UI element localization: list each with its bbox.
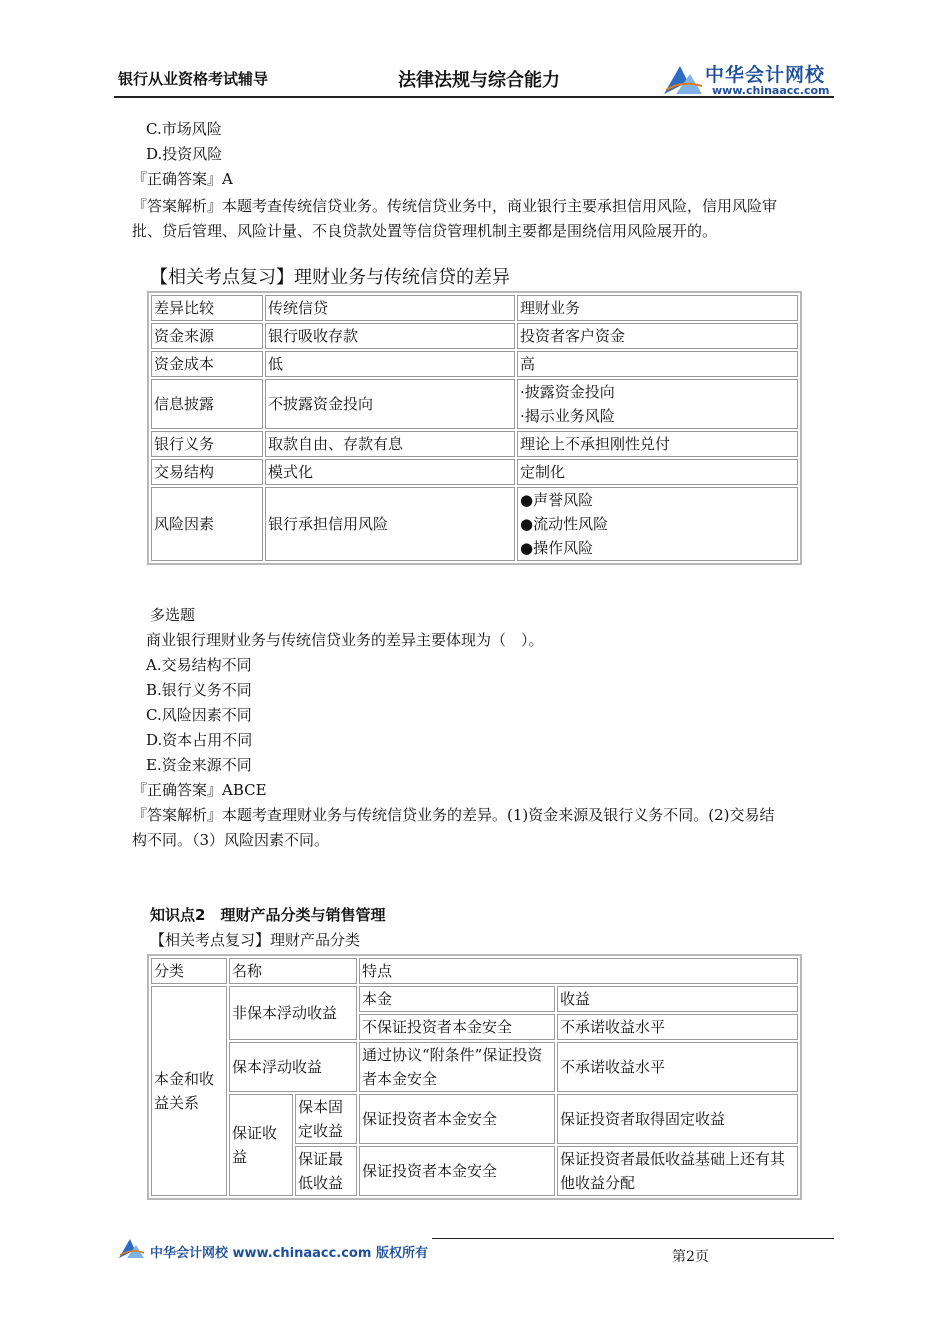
table-row	[151, 351, 798, 377]
footer-divider	[432, 1238, 834, 1239]
table-cell	[517, 487, 798, 561]
kp2-heading: 知识点2 理财产品分类与销售管理	[150, 906, 386, 924]
table-cell: 银行吸收存款	[265, 323, 515, 349]
table-cell: 通过协议“附条件”保证投资者本金安全	[359, 1042, 555, 1092]
review1-title: 【相关考点复习】理财业务与传统信贷的差异	[150, 267, 510, 288]
table-cell: 银行义务	[151, 431, 263, 457]
table-header-cell: 分类	[151, 958, 227, 984]
table-cell: 模式化	[265, 459, 515, 485]
table-cell: 资金来源	[151, 323, 263, 349]
table-cell: 保证最低收益	[295, 1146, 357, 1196]
table-cell: 传统信贷	[265, 295, 515, 321]
table-cell: 保证投资者本金安全	[359, 1094, 555, 1144]
kp2-review-title: 【相关考点复习】理财产品分类	[150, 931, 361, 949]
bullet-item: ●操作风险	[520, 539, 594, 557]
q2-option: A.交易结构不同	[146, 656, 252, 674]
table-header-cell: 本金	[359, 986, 555, 1012]
q1-analysis-line1: 『答案解析』本题考查传统信贷业务。传统信贷业务中，商业银行主要承担信用风险，信用风险审	[132, 197, 778, 215]
review1-table	[147, 291, 802, 565]
table-row	[151, 986, 798, 1012]
logo-url: www.chinaacc.com	[712, 84, 830, 97]
q1-option-c: C.市场风险	[146, 120, 222, 138]
table-cell: 不保证投资者本金安全	[359, 1014, 555, 1040]
table-cell: 交易结构	[151, 459, 263, 485]
header-divider	[114, 96, 834, 98]
logo-icon	[662, 60, 704, 96]
table-cell: 本金和收益关系	[151, 986, 227, 1196]
q1-answer: 『正确答案』A	[132, 170, 233, 188]
table-cell: 保证投资者本金安全	[359, 1146, 555, 1196]
table-cell: 信息披露	[151, 379, 263, 429]
table-cell: 投资者客户资金	[517, 323, 798, 349]
bullet-item: ·披露资金投向	[520, 383, 615, 401]
q2-type: 多选题	[150, 606, 196, 624]
table-cell: 保证投资者取得固定收益	[557, 1094, 798, 1144]
q2-analysis-line2: 构不同。（3）风险因素不同。	[132, 831, 330, 849]
table-cell: 理财业务	[517, 295, 798, 321]
q2-option: C.风险因素不同	[146, 706, 252, 724]
table-cell	[517, 379, 798, 429]
page-number: 第2页	[672, 1249, 709, 1265]
footer-logo-icon	[118, 1236, 146, 1260]
table-header-cell: 收益	[557, 986, 798, 1012]
header-left-title: 银行从业资格考试辅导	[118, 70, 269, 88]
q2-answer: 『正确答案』ABCE	[132, 781, 267, 799]
table-cell: 低	[265, 351, 515, 377]
q2-stem: 商业银行理财业务与传统信贷业务的差异主要体现为（ ）。	[146, 631, 544, 649]
table-cell: 取款自由、存款有息	[265, 431, 515, 457]
table-row	[151, 1094, 798, 1144]
table-row	[151, 379, 798, 429]
table-cell: 非保本浮动收益	[229, 986, 357, 1040]
table-cell: 不承诺收益水平	[557, 1014, 798, 1040]
table-row	[151, 1042, 798, 1092]
table-cell: 风险因素	[151, 487, 263, 561]
bullet-item: ·揭示业务风险	[520, 407, 615, 425]
q2-analysis-line1: 『答案解析』本题考查理财业务与传统信贷业务的差异。(1)资金来源及银行义务不同。(2)交易结	[132, 806, 775, 824]
q1-analysis-line2: 批、贷后管理、风险计量、不良贷款处置等信贷管理机制主要都是围绕信用风险展开的。	[132, 222, 718, 240]
table-row	[151, 459, 798, 485]
table-cell: 资金成本	[151, 351, 263, 377]
table-cell: 保证收益	[229, 1094, 293, 1196]
q2-option: D.资本占用不同	[146, 731, 253, 749]
table-row	[151, 487, 798, 561]
table-row	[151, 958, 798, 984]
table-row	[151, 431, 798, 457]
table-cell: 不披露资金投向	[265, 379, 515, 429]
bullet-item: ●流动性风险	[520, 515, 609, 533]
table-header-cell: 名称	[229, 958, 357, 984]
kp2-table	[147, 954, 802, 1200]
bullet-item: ●声誉风险	[520, 491, 594, 509]
table-cell: 保本固定收益	[295, 1094, 357, 1144]
header-center-title: 法律法规与综合能力	[398, 70, 560, 91]
table-cell: 保本浮动收益	[229, 1042, 357, 1092]
footer-copyright: 中华会计网校 www.chinaacc.com 版权所有	[150, 1246, 428, 1261]
table-header-cell: 特点	[359, 958, 798, 984]
table-cell: 高	[517, 351, 798, 377]
table-row	[151, 295, 798, 321]
table-cell: 差异比较	[151, 295, 263, 321]
q2-option: B.银行义务不同	[146, 681, 252, 699]
table-cell: 保证投资者最低收益基础上还有其他收益分配	[557, 1146, 798, 1196]
table-row	[151, 323, 798, 349]
table-cell: 定制化	[517, 459, 798, 485]
q1-option-d: D.投资风险	[146, 145, 223, 163]
logo-name: 中华会计网校	[705, 64, 826, 86]
table-cell: 银行承担信用风险	[265, 487, 515, 561]
q2-option: E.资金来源不同	[146, 756, 252, 774]
table-cell: 理论上不承担刚性兑付	[517, 431, 798, 457]
table-cell: 不承诺收益水平	[557, 1042, 798, 1092]
